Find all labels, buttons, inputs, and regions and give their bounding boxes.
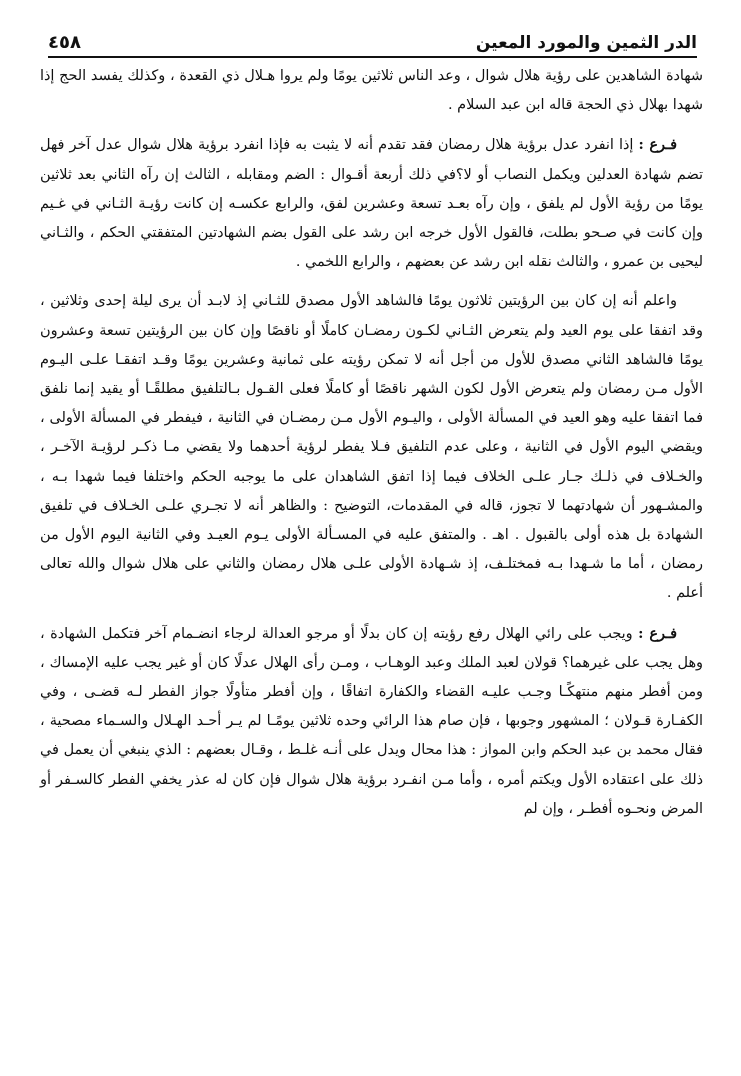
paragraph-continuation: [40, 62, 703, 120]
paragraph-text: ويجب على رائي الهلال رفع رؤيته إن كان بدلًا أو مرجو العدالة لرجاء انضـمام آخر فتكمل الشهادة ، وهل يجب على غيرهما؟ قولان لعبد الملك وعبد الوهـاب ، ومـن رأى الهلال عدلًا كان أو غير يجب عليه الإمساك ، ومن أفطر منهم منتهكًـا وجـب عليـه القضاء والكفارة اتفاقًا ، وإن أفطر متأولًا جواز الفطر لـه قضـى ، وفي الكفـارة قـولان ؛ المشهور وجوبها ، فإن صام هذا الرائي وحده ثلاثين يومًـا لم يـر أحـد الهـلال والسـماء مصحية ، فقال محمد بن عبد الحكم وابن المواز : هذا محال ويدل على أنـه غلـط ، وقـال بعضهم : الذي ينبغي أن يعمل في ذلك على اعتقاده الأول ويكتم أمره ، وأما مـن انفـرد برؤية هلال شوال فإن كان له عذر يخفي الفطر كالسـفر أو المرض ونحـوه أفطـر ، وإن لم: [40, 625, 703, 817]
far-label: فـرع :: [638, 136, 677, 154]
far-label: فـرع :: [638, 624, 677, 642]
paragraph-explanation: [40, 287, 703, 608]
page-number: ٤٥٨: [48, 32, 81, 53]
paragraph-text: شهادة الشاهدين على رؤية هلال شوال ، وعد الناس ثلاثين يومًا ولم يروا هـلال ذي القعدة ، وكذلك يفسد الحج إذا شهدا بهلال ذي الحجة قاله ابن عبد السلام .: [40, 68, 703, 114]
page-header: [48, 24, 697, 58]
page-body: [40, 62, 703, 824]
paragraph-text: إذا انفرد عدل برؤية هلال رمضان فقد تقدم أنه لا يثبت به فإذا انفرد برؤية هلال شوال عدل آخر فهل تضم شهادة العدلين ويكمل النصاب أو لا؟في ذلك أربعة أقـوال : الضم ومقابله ، الثالث إن رآه الثاني بعد ثلاثين يومًا من رؤية الأول لم يلفق ، وإن رآه بعـد تسعة وعشرين لفق، والرابع عكسـه إن كانت رؤيـة الثـاني في غـيم وإن كانت في صـحو بطلت، فالقول الأول خرجه ابن رشد على القول بضم الشهادتين المتفقتي الحكم ، والثـاني ليحيى بن عمرو ، والثالث نقله ابن رشد عن بعضهم ، والرابع اللخمي .: [40, 137, 703, 271]
paragraph-far-2: [40, 619, 703, 824]
book-title: الدر الثمين والمورد المعين: [475, 33, 697, 53]
paragraph-far-1: [40, 130, 703, 277]
paragraph-text: واعلم أنه إن كان بين الرؤيتين ثلاثون يومًا فالشاهد الأول مصدق للثـاني إذ لابـد أن يرى ليلة إحدى وثلاثين ، وقد اتفقا على يوم العيد ولم يتعرض الثـاني لكـون رمضـان كاملًا أو ناقصًا وإن كان بين الرؤيتين تسعة وعشرون يومًا فالشاهد الثاني مصدق للأول من أجل أنه لا تمكن رؤيته على ثمانية وعشرين يومًا وقـد اتفقـا علـى اليـوم الأول مـن رمضان ولم يتعرض الأول لكون الشهر ناقصًا أو كاملًا فعلى القـول بـالتلفيق مطلقًـا أو يقيد إنما نلفق فما اتفقا عليه وهو العيد في المسألة الأولى ، واليـوم الأول مـن رمضـان في الثانية ، فيفطر في المسألة الأولى ، ويقضي اليوم الأول في الثانية ، وعلى عدم التلفيق فـلا يفطر لرؤية أحدهما ولا يقضي مـا ذكـر لرؤيـة الآخـر ، والخـلاف في ذلـك جـار علـى الخلاف فيما إذا اتفق الشاهدان على ما يوجبه الحكم واختلفا فيما شهدا بـه ، والمشـهور أن شهادتهما لا تجوز، قاله في المقدمات، التوضيح : والظاهر أنه لا تجـري علـى الخـلاف في تلفيق الشهادة بل هذه أولى بالقبول . اهـ . والمتفق عليه في المسـألة الأولى يـوم العيـد وفي الثانية اليوم الأول من رمضان ، أما ما شـهدا بـه فمختلـف، إذ شـهادة الأولى علـى هلال رمضان والثاني على هلال شوال والله تعالى أعلم .: [40, 293, 703, 602]
